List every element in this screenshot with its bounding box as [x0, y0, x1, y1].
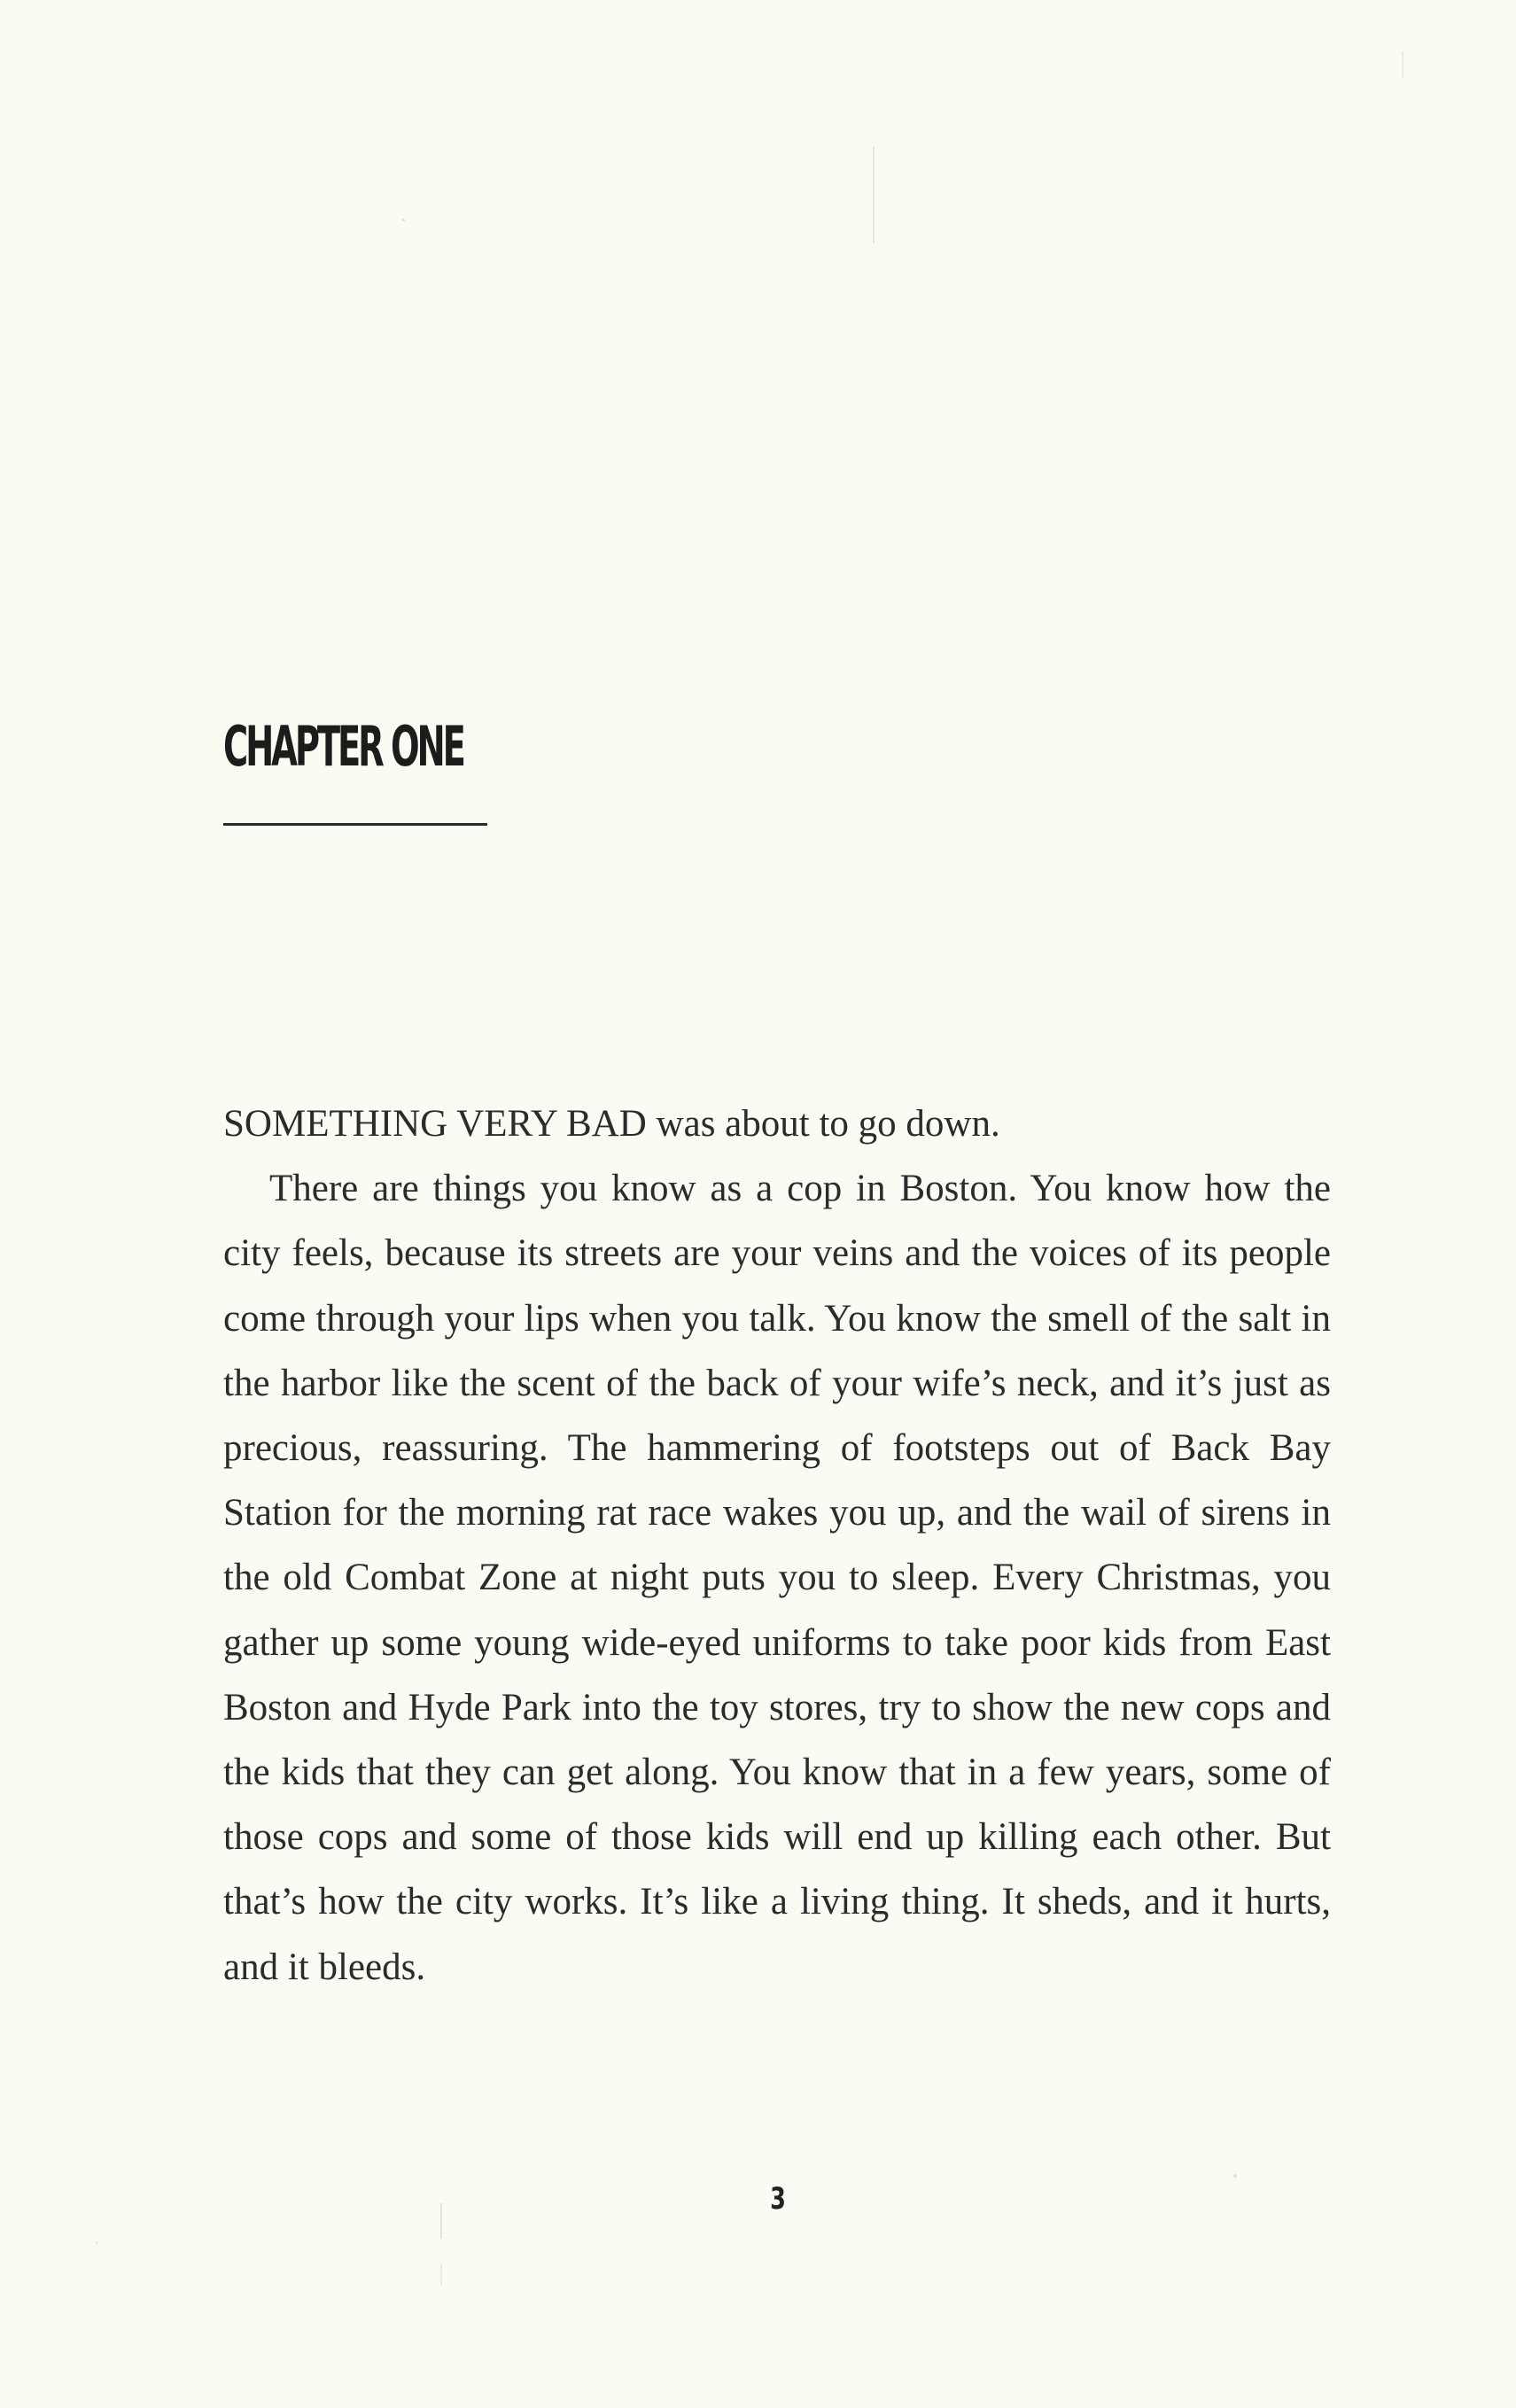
- scan-speck: [1402, 51, 1403, 78]
- body-paragraph: There are things you know as a cop in Boston. You know how the city feels, because its streets are your veins and the voices of its people come through your lips when you talk. You know the smell of the salt in the harbor like the scent of the back of your wife’s neck, and it’s just as precious, reassuring. The hammering of footsteps out of Back Bay Station for the morning rat race wakes you up, and the wail of sirens in the old Combat Zone at night puts you to sleep. Every Christmas, you gather up some young wide-eyed uniforms to take poor kids from East Boston and Hyde Park into the toy stores, try to show the new cops and the kids that they can get along. You know that in a few years, some of those cops and some of those kids will end up killing each other. But that’s how the city works. It’s like a living thing. It sheds, and it hurts, and it bleeds.: [223, 1168, 1331, 1988]
- scan-speck: [96, 2241, 98, 2244]
- scan-speck: [402, 219, 405, 221]
- scan-speck: [873, 146, 875, 244]
- scan-speck: [440, 2203, 442, 2239]
- chapter-body: [223, 1091, 1331, 2000]
- page-number: 3: [770, 2181, 786, 2217]
- scan-speck: [440, 2264, 442, 2285]
- scan-speck: [1233, 2174, 1237, 2178]
- chapter-title-underline: [223, 823, 487, 826]
- opening-paragraph: SOMETHING VERY BAD was about to go down.: [223, 1103, 1000, 1145]
- chapter-title: CHAPTER ONE: [223, 714, 463, 779]
